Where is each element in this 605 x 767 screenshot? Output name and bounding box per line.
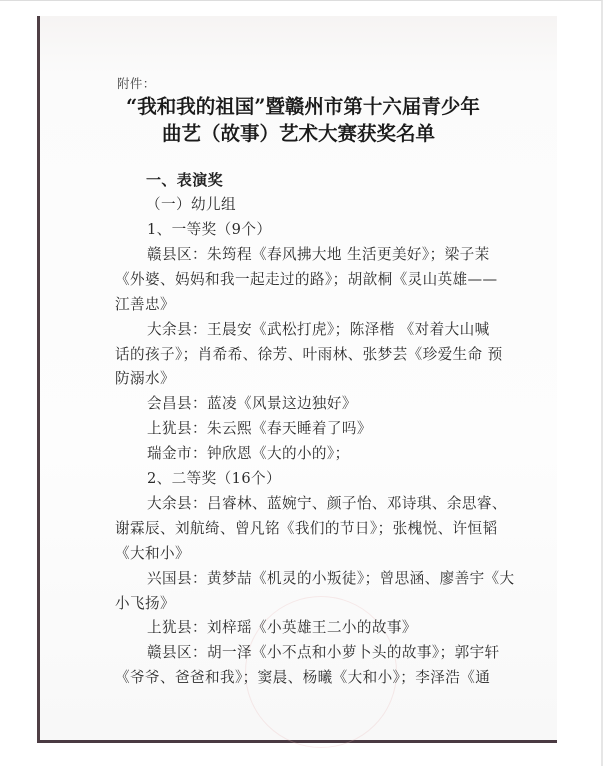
document-text-line: 会昌县：蓝凌《风景这边独好》 — [147, 395, 357, 413]
section-heading: 一、表演奖 — [146, 171, 224, 189]
document-text-line: 大余县：王晨安《武松打虎》；陈泽楷 《对着大山喊 — [147, 320, 490, 338]
attachment-label: 附件： — [117, 76, 156, 91]
document-text-line: 话的孩子》；肖希希、徐芳、叶雨林、张梦芸《珍爱生命 预 — [115, 345, 503, 363]
group-heading: （一）幼儿组 — [146, 196, 236, 213]
document-text-line: 1、一等奖（9个） — [147, 221, 272, 238]
document-text-line: 江善忠》 — [115, 295, 175, 313]
document-title-line-2: 曲艺（故事）艺术大赛获奖名单 — [162, 122, 436, 145]
document-text-line: 《爷爷、爸爸和我》；窦晨、杨曦《大和小》；李泽浩《通 — [115, 669, 491, 687]
document-text-line: 2、二等奖（16个） — [147, 470, 282, 487]
document-text-line: 防溺水》 — [115, 370, 175, 388]
document-text-line: 瑞金市：钟欣恩《大的小的》； — [147, 445, 350, 463]
document-text-line: 赣县区：朱筠程《春风拂大地 生活更美好》；梁子茉 — [147, 245, 490, 263]
document-text-line: 《外婆、妈妈和我一起走过的路》；胡歆桐《灵山英雄—— — [115, 270, 498, 288]
document-text-line: 《大和小》 — [115, 544, 190, 562]
document-text-line: 上犹县：刘梓瑶《小英雄王二小的故事》 — [147, 619, 417, 637]
document-text-line: 大余县：吕睿林、蓝婉宁、颜子怡、邓诗琪、余思睿、 — [147, 494, 507, 512]
document-text-line: 兴国县：黄梦喆《机灵的小叛徒》；曾思涵、廖善宇《大 — [147, 569, 515, 587]
document-text-line: 小飞扬》 — [115, 594, 175, 612]
document-text-line: 谢霖辰、刘航绮、曾凡铭《我们的节日》；张槐悦、许恒韬 — [115, 519, 498, 537]
document-text-line: 赣县区：胡一泽《小不点和小萝卜头的故事》；郭宇轩 — [147, 644, 500, 662]
document-text-line: 上犹县：朱云熙《春天睡着了吗》 — [147, 420, 372, 438]
document-title-line-1: “我和我的祖国”暨赣州市第十六届青少年 — [126, 95, 480, 118]
